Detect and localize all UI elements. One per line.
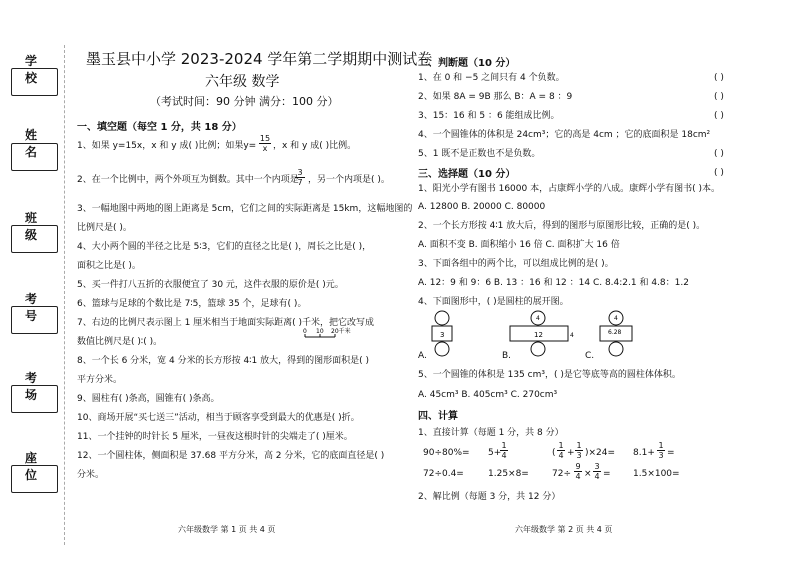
frac-den: 4 [575,472,581,481]
judge-3-answer[interactable]: ( ) [714,111,724,121]
frac-den: 3 [576,451,582,460]
judge-2-answer[interactable]: ( ) [714,92,724,102]
net-c-num2: 6.28 [608,329,622,336]
frac-num: 3 [594,462,600,471]
section4-title: 四、计算 [418,411,458,422]
calc-7-times: × [584,469,592,479]
judge-5: 5、1 既不是正数也不是负数。 [418,149,541,159]
judge-3: 3、15：16 和 5 ：6 能组成比例。 [418,111,560,121]
section2-title: 二、判断题（10 分） [418,58,516,69]
q7-line2: 数值比例尺是( )∶( )。 [77,337,163,347]
choice-5: 5、一个圆锥的体积是 135 cm³，( )是它等底等高的圆柱体体积。 [418,370,681,380]
net-c-num1: 4 [614,315,618,322]
school-field[interactable] [11,68,58,96]
judge-2: 2、如果 8A = 9B 那么 B：A = 8 ：9 [418,92,573,102]
calc-7-prefix: 72÷ [552,469,571,479]
class-field[interactable] [11,225,58,253]
frac-9-4 [574,462,582,481]
frac-den: 3 [658,451,664,460]
q7-line1: 7、右边的比例尺表示图上 1 厘米相当于地面实际距离( )千米，把它改写成 [77,318,375,328]
school-label: 学 校 [24,54,47,85]
judge-1: 1、在 0 和 −5 之间只有 4 个负数。 [418,73,565,83]
calc-4-eq: = [667,448,675,458]
frac-3-4 [593,462,601,481]
net-a-label[interactable]: A. [418,351,427,361]
frac-num: 1 [558,441,564,450]
choice-2-options: A. 面积不变 B. 面积缩小 16 倍 C. 面积扩大 16 倍 [418,240,620,250]
q12-line1: 12、一个圆柱体，侧面积是 37.68 平方分米，高 2 分米，它的底面直径是( ) [77,451,385,461]
class-label: 班 级 [24,211,47,242]
q4-line2: 面积之比是( )。 [77,261,141,271]
frac-3-over-7 [295,168,305,187]
scale-bar [295,325,365,343]
calc-2-prefix: 5+ [488,448,502,458]
frac-den: x [259,143,271,153]
frac-den: 4 [594,472,600,481]
q5: 5、买一件打八五折的衣服便宜了 30 元，这件衣服的原价是( )元。 [77,280,344,290]
frac-1-4-b [557,441,565,460]
scale-tick-20: 20千米 [331,328,351,335]
choice-2: 2、一个长方形按 4∶1 放大后，得到的图形与原图形比较，正确的是( )。 [418,221,706,231]
judge-4: 4、一个圆锥体的体积是 24cm³；它的高是 4cm ；它的底面积是 18cm² [418,130,711,140]
net-b-num1: 4 [536,315,540,322]
q8-line1: 8、一个长 6 分米，宽 4 分米的长方形按 4∶1 放大，得到的图形面积是( ) [77,356,370,366]
net-b-num3: 4 [570,332,574,339]
seat-field[interactable] [11,465,58,493]
frac-den: 4 [501,451,507,460]
frac-num: 1 [576,441,582,450]
q11: 11、一个挂钟的时针长 5 厘米，一昼夜这根时针的尖端走了( )厘米。 [77,432,353,442]
q3-line1: 3、一幅地图中两地的图上距离是 5cm，它们之间的实际距离是 15km，这幅地图的 [77,204,413,214]
frac-15-over-x [259,134,271,153]
q9: 9、圆柱有( )条高，圆锥有( )条高。 [77,394,220,404]
choice-3: 3、下面各组中的两个比，可以组成比例的是( )。 [418,259,614,269]
judge-4-answer[interactable]: ( ) [714,149,724,159]
exam-title: 墨玉县中小学 2023-2024 学年第二学期期中测试卷 [86,50,433,68]
right-footer: 六年级数学 第 2 页 共 4 页 [515,525,613,534]
net-c-label[interactable]: C. [585,351,595,361]
calc-6: 1.25×8= [488,469,529,479]
exam-meta: （考试时间：90 分钟 满分：100 分） [150,95,339,108]
q2-part1: 2、在一个比例中，两个外项互为倒数。其中一个内项是 [77,175,299,185]
calc-4-prefix: 8.1+ [633,448,655,458]
exam-subtitle: 六年级 数学 [205,74,280,90]
frac-den: 4 [558,451,564,460]
judge-5-answer[interactable]: ( ) [714,168,724,178]
exam-number-field[interactable] [11,306,58,334]
calc-title: 1、直接计算（每题 1 分，共 8 分） [418,428,564,438]
q4-line1: 4、大小两个圆的半径之比是 5∶3，它们的直径之比是( )，周长之比是( )， [77,242,372,252]
net-b-num2: 12 [534,331,543,339]
calc-1: 90÷80%= [423,448,470,458]
exam-room-label: 考 场 [24,371,47,402]
frac-num: 3 [297,168,303,177]
q12-line2: 分米。 [77,470,105,480]
ratio-title: 2、解比例（每题 3 分，共 12 分） [418,492,561,502]
q8-line2: 平方分米。 [77,375,123,385]
frac-num: 1 [658,441,664,450]
cylinder-nets [418,310,638,365]
choice-4: 4、下面图形中，( )是圆柱的展开图。 [418,297,569,307]
judge-1-answer[interactable]: ( ) [714,73,724,83]
net-a-num: 3 [440,331,445,339]
frac-1-3-b [657,441,665,460]
choice-1-options: A. 12800 B. 20000 C. 80000 [418,202,546,212]
scale-tick-0: 0 [303,328,307,335]
section3-title: 三、选择题（10 分） [418,169,516,180]
section1-title: 一、填空题（每空 1 分，共 18 分） [77,122,242,133]
exam-number-label: 考 号 [24,292,47,323]
frac-den: 7 [295,177,305,187]
frac-1-4 [500,441,508,460]
frac-num: 1 [501,441,507,450]
calc-5: 72÷0.4= [423,469,464,479]
q2-part2: ，另一个内项是( )。 [308,175,390,185]
frac-num: 15 [259,134,271,143]
name-label: 姓 名 [24,128,47,159]
q1-part1: 1、如果 y=15x，x 和 y 成( )比例；如果y= [77,141,257,151]
q10: 10、商场开展“买七送三”活动，相当于顾客享受到最大的优惠是( )折。 [77,413,360,423]
net-b-label[interactable]: B. [502,351,512,361]
left-footer: 六年级数学 第 1 页 共 4 页 [178,525,276,534]
scale-tick-10: 10 [316,328,324,335]
frac-num: 9 [575,462,581,471]
calc-3-open: ( [552,448,556,458]
frac-1-3 [575,441,583,460]
q6: 6、篮球与足球的个数比是 7∶5，篮球 35 个，足球有( )。 [77,299,307,309]
q1-part2: ，x 和 y 成( )比例。 [273,141,357,151]
binding-line [64,45,65,545]
exam-room-field[interactable] [11,385,58,413]
calc-3-rest: )×24= [585,448,616,458]
calc-7-eq: = [603,469,611,479]
seat-label: 座 位 [24,451,47,482]
choice-5-options: A. 45cm³ B. 405cm³ C. 270cm³ [418,390,558,400]
name-field[interactable] [11,143,58,171]
choice-3-options: A. 12：9 和 9：6 B. 13 ：16 和 12 ：14 C. 8.4:2.1 和 4.8：1.2 [418,278,689,288]
choice-1: 1、阳光小学有图书 16000 本，占康辉小学的八成。康辉小学有图书( )本。 [418,184,720,194]
calc-3-plus: + [567,448,575,458]
calc-8: 1.5×100= [633,469,680,479]
q3-line2: 比例尺是( )。 [77,223,132,233]
